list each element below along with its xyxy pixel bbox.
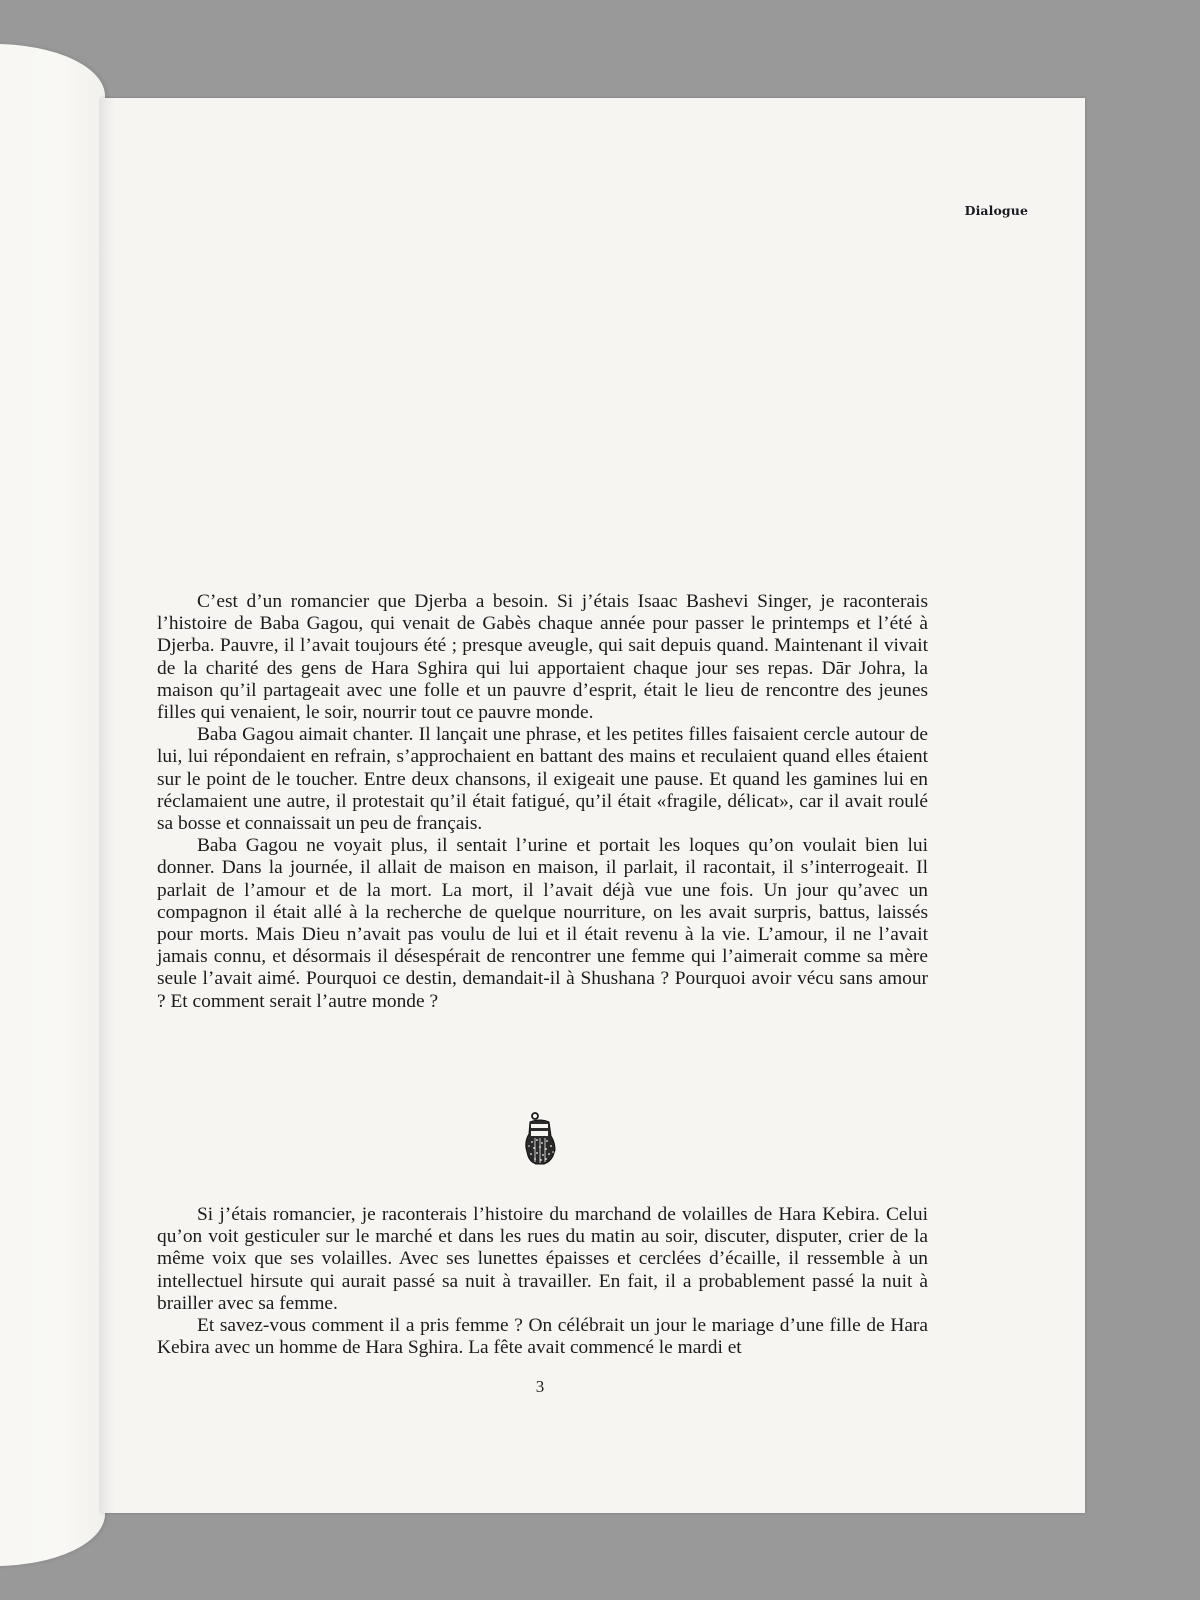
body-section-1 (157, 591, 928, 1013)
paragraph: C’est d’un romancier que Djerba a besoin. Si j’étais Isaac Bashevi Singer, je raconterais l’histoire de Baba Gagou, qui venait de Gabès chaque année pour passer le printemps et l’été à Djerba. Pauvre, il l’avait toujours été ; presque aveugle, qui sait depuis quand. Maintenant il vivait de la charité des gens de Hara Sghira qui lui apportaient chaque jour ses repas. Dār Johra, la maison qu’il partageait avec une folle et un pauvre d’esprit, était le lieu de rencontre des jeunes filles qui venaient, le soir, nourrir tout ce pauvre monde. (157, 591, 928, 724)
paragraph: Baba Gagou aimait chanter. Il lançait une phrase, et les petites filles faisaient cercle autour de lui, lui répondaient en refrain, s’approchaient en battant des mains et reculaient quand elles étaient sur le point de le toucher. Entre deux chansons, il exigeait une pause. Et quand les gamines lui en réclamaient une autre, il protestait qu’il était fatigué, qu’il était «fragile, délicat», car il avait roulé sa bosse et connaissait un peu de français. (157, 724, 928, 835)
page-number: 3 (535, 1377, 545, 1396)
previous-page-curl (0, 44, 105, 1566)
paragraph: Baba Gagou ne voyait plus, il sentait l’urine et portait les loques qu’on voulait bien lui donner. Dans la journée, il allait de maison en maison, il parlait, il racontait, il s’interrogeait. Il parlait de l’amour et de la mort. La mort, il l’avait déjà vue une fois. Un jour qu’avec un compagnon il était allé à la recherche de quelque nourriture, on les avait surpris, battus, laissés pour morts. Mais Dieu n’avait pas voulu de lui et il était revenu à la vie. L’amour, il ne l’avait jamais connu, et désormais il désespérait de rencontrer une femme qui l’aimerait comme sa mère seule l’avait aimé. Pourquoi ce destin, demandait-il à Shushana ? Pourquoi avoir vécu sans amour ? Et comment serait l’autre monde ? (157, 835, 928, 1012)
book-page (101, 98, 1085, 1513)
paragraph: Si j’étais romancier, je raconterais l’histoire du marchand de volailles de Hara Kebira. Celui qu’on voit gesticuler sur le marché et dans les rues du matin au soir, discuter, disputer, crier de la même voix que ses volailles. Avec ses lunettes épaisses et cerclées d’écaille, il ressemble à un intellectuel hirsute qui aurait passé sa nuit à travailler. En fait, il a probablement passé la nuit à brailler avec sa femme. (157, 1204, 928, 1314)
hamsa-hand-icon (522, 1112, 558, 1166)
body-section-2 (157, 1204, 928, 1359)
running-head: Dialogue (964, 203, 1028, 218)
paragraph: Et savez-vous comment il a pris femme ? On célébrait un jour le mariage d’une fille de Hara Kebira avec un homme de Hara Sghira. La fête avait commencé le mardi et (157, 1315, 928, 1359)
